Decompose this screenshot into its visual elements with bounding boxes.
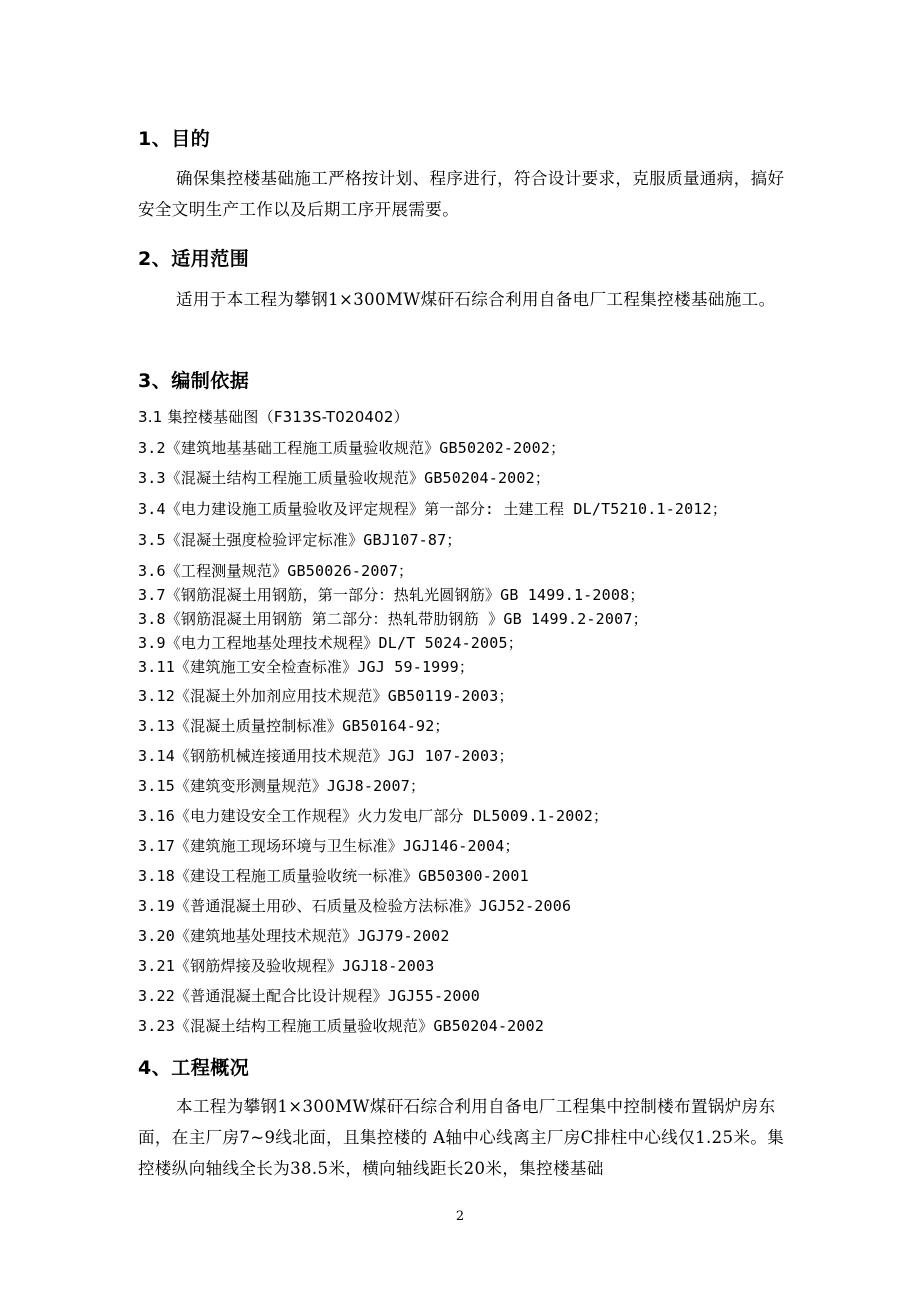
reference-item: 3.6《工程测量规范》GB50026-2007； [138, 562, 414, 580]
reference-item: 3.21《钢筋焊接及验收规程》JGJ18-2003 [138, 957, 435, 975]
reference-item: 3.13《混凝土质量控制标准》GB50164-92； [138, 717, 450, 735]
reference-item: 3.15《建筑变形测量规范》JGJ8-2007； [138, 777, 426, 795]
reference-item: 3.3《混凝土结构工程施工质量验收规范》GB50204-2002； [138, 469, 551, 487]
scope-paragraph: 适用于本工程为攀钢1×300MW煤矸石综合利用自备电厂工程集控楼基础施工。 [176, 290, 776, 309]
reference-item: 3.20《建筑地基处理技术规范》JGJ79-2002 [138, 927, 450, 945]
page-number: 2 [455, 1209, 465, 1224]
purpose-paragraph: 确保集控楼基础施工严格按计划、程序进行，符合设计要求，克服质量通病，搞好安全文明生产工作以及后期工序开展需要。 [138, 169, 785, 219]
reference-item: 3.19《普通混凝土用砂、石质量及检验方法标准》JGJ52-2006 [138, 897, 572, 915]
reference-item: 3.9《电力工程地基处理技术规程》DL/T 5024-2005； [138, 634, 523, 652]
reference-item: 3.12《混凝土外加剂应用技术规范》GB50119-2003； [138, 687, 514, 705]
reference-item: 3.14《钢筋机械连接通用技术规范》JGJ 107-2003； [138, 747, 514, 765]
overview-paragraph: 本工程为攀钢1×300MW煤矸石综合利用自备电厂工程集中控制楼布置锅炉房东面，在主厂房7~9线北面，且集控楼的 A轴中心线离主厂房C排柱中心线仅1.25米。集控楼纵向轴线全长为38.5米，横向轴线距长20米，集控楼基础 [138, 1097, 785, 1178]
reference-item: 3.11《建筑施工安全检查标准》JGJ 59-1999； [138, 658, 475, 676]
section-heading-basis: 3、编制依据 [138, 370, 250, 392]
reference-item: 3.1 集控楼基础图（F313S-T020402） [138, 408, 409, 426]
reference-item: 3.2《建筑地基基础工程施工质量验收规范》GB50202-2002； [138, 439, 566, 457]
reference-item: 3.5《混凝土强度检验评定标准》GBJ107-87； [138, 531, 462, 549]
reference-item: 3.18《建设工程施工质量验收统一标准》GB50300-2001 [138, 867, 529, 885]
section-heading-overview: 4、工程概况 [138, 1057, 250, 1079]
reference-item: 3.17《建筑施工现场环境与卫生标准》JGJ146-2004； [138, 837, 520, 855]
reference-item: 3.8《钢筋混凝土用钢筋 第二部分：热轧带肋钢筋 》GB 1499.2-2007； [138, 610, 648, 628]
section-heading-purpose: 1、目的 [138, 128, 211, 150]
reference-item: 3.4《电力建设施工质量验收及评定规程》第一部分: 土建工程 DL/T5210.1-2012； [138, 500, 728, 518]
reference-item: 3.23《混凝土结构工程施工质量验收规范》GB50204-2002 [138, 1017, 545, 1035]
section-heading-scope: 2、适用范围 [138, 248, 250, 270]
reference-item: 3.22《普通混凝土配合比设计规程》JGJ55-2000 [138, 987, 481, 1005]
reference-item: 3.7《钢筋混凝土用钢筋，第一部分：热轧光圆钢筋》GB 1499.1-2008； [138, 586, 645, 604]
reference-item: 3.16《电力建设安全工作规程》火力发电厂部分 DL5009.1-2002； [138, 807, 609, 825]
